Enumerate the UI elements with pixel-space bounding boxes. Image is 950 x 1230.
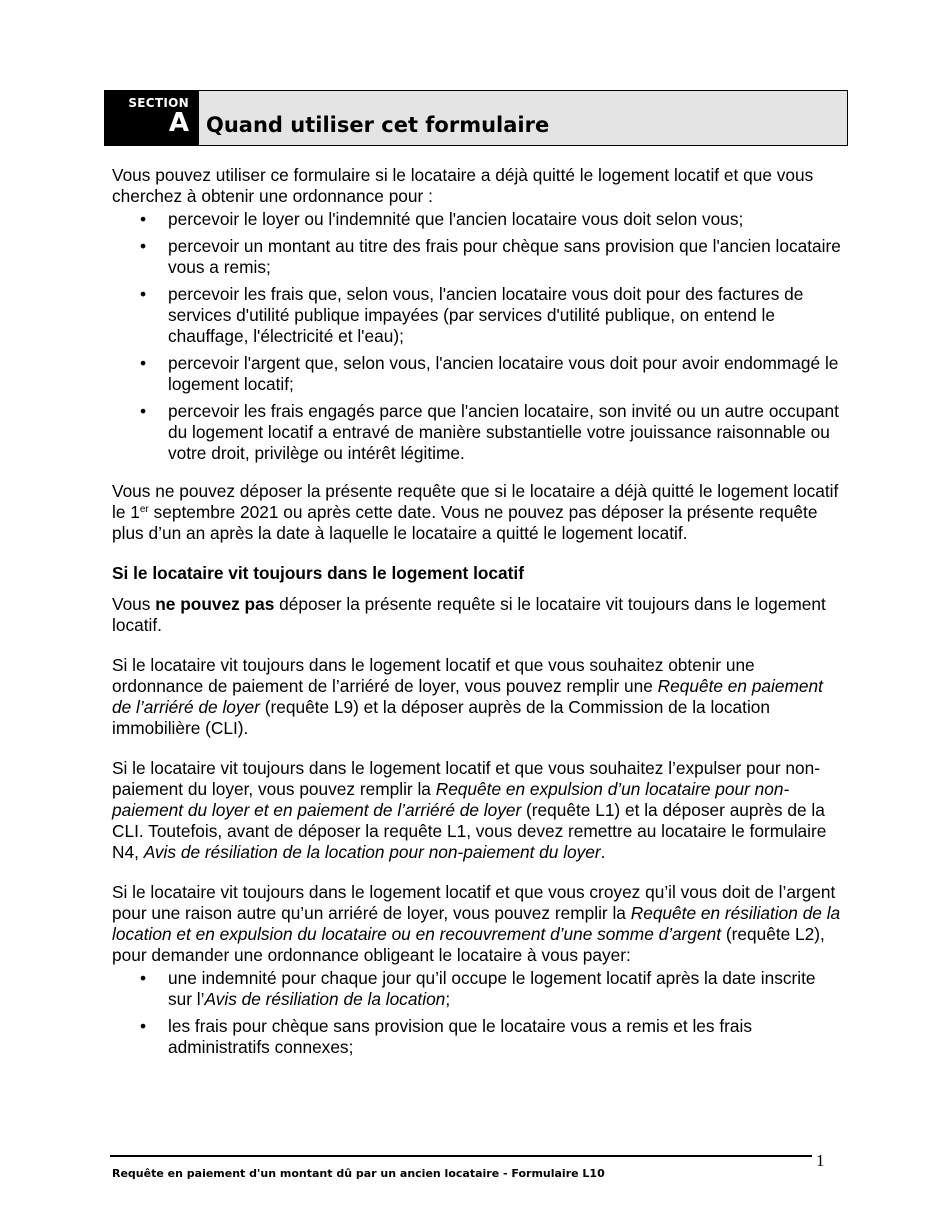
l9-form-name: Requête en paiement de l’arriéré de loyer bbox=[112, 676, 823, 717]
eligibility-paragraph bbox=[112, 481, 842, 544]
purpose-list bbox=[112, 209, 842, 464]
intro-paragraph: Vous pouvez utiliser ce formulaire si le locataire a déjà quitté le logement locatif et que vous cherchez à obtenir une ordonnance pour : bbox=[112, 165, 814, 206]
l2-post: (requête L2), pour demander une ordonnance obligeant le locataire à vous payer: bbox=[112, 924, 825, 965]
list-item: • percevoir les frais engagés parce que l'ancien locataire, son invité ou un autre occupant du logement locatif a entravé de manière substantielle votre jouissance raisonnable ou votre droit, privilège ou intérêt légitime. bbox=[112, 401, 842, 464]
l1-form-name: Requête en expulsion d’un locataire pour non-paiement du loyer et en paiement de l’arriéré de loyer bbox=[112, 779, 790, 820]
eligibility-text-1: Vous ne pouvez déposer la présente requête que si le locataire a déjà quitté le logement locatif le 1 bbox=[112, 481, 839, 522]
l2-item1-italic: Avis de résiliation de la location bbox=[204, 989, 446, 1009]
list-item: • percevoir un montant au titre des frais pour chèque sans provision que l'ancien locataire vous a remis; bbox=[112, 236, 842, 278]
l2-pre: Si le locataire vit toujours dans le logement locatif et que vous croyez qu’il vous doit de l’argent pour une raison autre qu’un arriéré de loyer, vous pouvez remplir la bbox=[112, 882, 836, 923]
still-living-post: déposer la présente requête si le locataire vit toujours dans le logement locatif. bbox=[112, 594, 826, 635]
n4-form-name: Avis de résiliation de la location pour non-paiement du loyer bbox=[143, 842, 601, 862]
footer-divider bbox=[110, 1155, 812, 1157]
still-living-paragraph bbox=[112, 594, 842, 636]
l9-paragraph bbox=[112, 655, 842, 739]
l1-post: . bbox=[600, 842, 606, 862]
document-body bbox=[112, 165, 842, 1064]
section-word: SECTION bbox=[128, 96, 189, 110]
l9-pre: Si le locataire vit toujours dans le logement locatif et que vous souhaitez obtenir une ordonnance de paiement de l’arriéré de loyer, vous pouvez remplir une bbox=[112, 655, 755, 696]
list-item: • percevoir l'argent que, selon vous, l'ancien locataire vous doit pour avoir endommagé le logement locatif; bbox=[112, 353, 842, 395]
ordinal-superscript: er bbox=[139, 504, 149, 515]
l2-list bbox=[112, 968, 842, 1058]
subheading: Si le locataire vit toujours dans le logement locatif bbox=[112, 563, 524, 583]
list-item: • percevoir les frais que, selon vous, l'ancien locataire vous doit pour des factures de services d'utilité publique impayées (par services d'utilité publique, on entend le chauffage, l'électricité et l'eau); bbox=[112, 284, 842, 347]
l2-item1-pre: une indemnité pour chaque jour qu’il occupe le logement locatif après la date inscrite sur l’ bbox=[168, 968, 816, 1009]
l1-mid: (requête L1) et la déposer auprès de la CLI. Toutefois, avant de déposer la requête L1, vous devez remettre au locataire le formulaire N4, bbox=[112, 800, 827, 862]
l2-form-name: Requête en résiliation de la location et en expulsion du locataire ou en recouvrement d’une somme d’argent bbox=[112, 903, 841, 944]
still-living-pre: Vous bbox=[112, 594, 156, 614]
still-living-bold: ne pouvez pas bbox=[155, 594, 275, 614]
section-letter: A bbox=[168, 108, 189, 138]
footer-text: Requête en paiement d'un montant dû par un ancien locataire - Formulaire L10 bbox=[112, 1167, 605, 1180]
l1-paragraph bbox=[112, 758, 842, 863]
list-item bbox=[112, 968, 842, 1010]
section-tag bbox=[105, 91, 199, 145]
list-item: • les frais pour chèque sans provision que le locataire vous a remis et les frais administratifs connexes; bbox=[112, 1016, 842, 1058]
page-number: 1 bbox=[816, 1151, 825, 1170]
list-item: • percevoir le loyer ou l'indemnité que l'ancien locataire vous doit selon vous; bbox=[112, 209, 842, 230]
section-header bbox=[104, 90, 848, 146]
l2-paragraph bbox=[112, 882, 842, 966]
eligibility-text-2: septembre 2021 ou après cette date. Vous ne pouvez pas déposer la présente requête plus d’un an après la date à laquelle le locataire a quitté le logement locatif. bbox=[112, 502, 818, 543]
l9-post: (requête L9) et la déposer auprès de la Commission de la location immobilière (CLI). bbox=[112, 697, 771, 738]
section-title: Quand utiliser cet formulaire bbox=[206, 113, 550, 137]
l1-pre: Si le locataire vit toujours dans le logement locatif et que vous souhaitez l’expulser pour non-paiement du loyer, vous pouvez remplir la bbox=[112, 758, 820, 799]
l2-item1-post: ; bbox=[445, 989, 451, 1009]
